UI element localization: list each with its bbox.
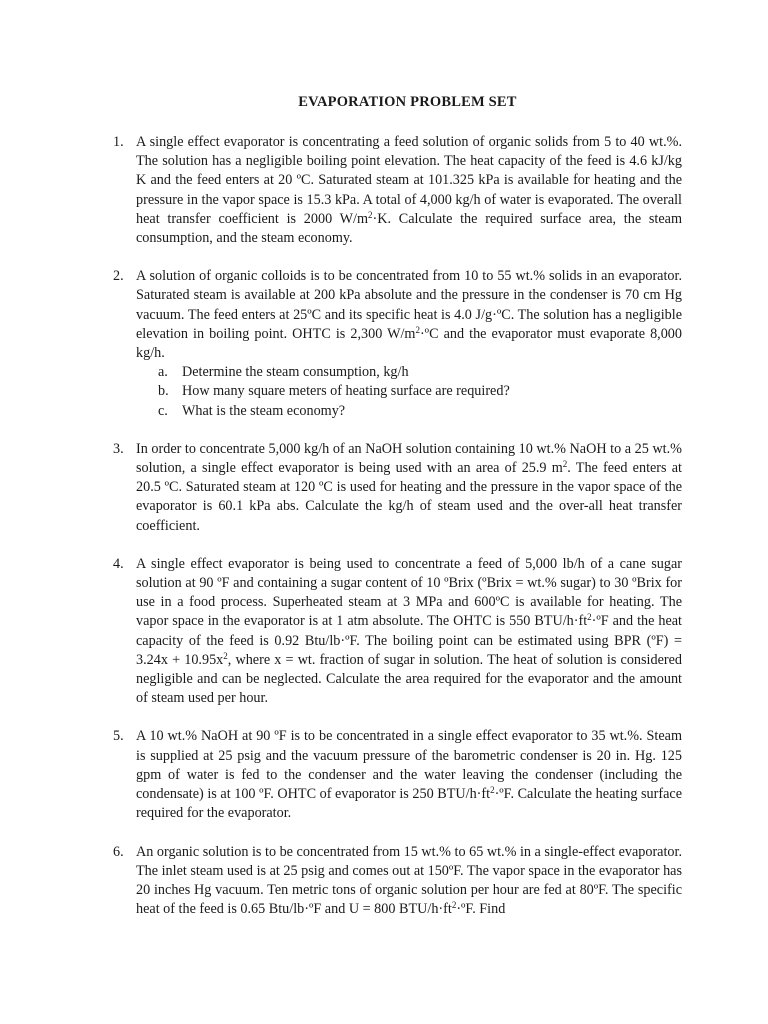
problem-text: In order to concentrate 5,000 kg/h of an NaOH solution containing 10 wt.% NaOH to a 25 wt.% solution, a single effect evaporator is being used with an area of 25.9 $m^2$. The feed enters at 20.5 ºC. Saturated steam at 120 ºC is used for heating and the pressure in the vapor space of the evaporator is 60.1 kPa abs. Calculate the kg/h of steam used and the over-all heat transfer coefficient. bbox=[136, 440, 682, 534]
problem-number: 1. bbox=[113, 134, 124, 150]
problem-4 bbox=[113, 555, 682, 709]
problem-number: 5. bbox=[113, 728, 124, 745]
document-title: EVAPORATION PROBLEM SET bbox=[298, 94, 517, 110]
problem-6 bbox=[113, 843, 682, 920]
subquestion-c: c. What is the steam economy? bbox=[158, 402, 346, 419]
subquestion-a: a. Determine the steam consumption, kg/h bbox=[158, 364, 409, 381]
problem-number: 2. bbox=[113, 268, 124, 285]
problem-number: 3. bbox=[113, 440, 124, 457]
problem-text: A single effect evaporator is being used to concentrate a feed of 5,000 lb/h of a cane sugar solution at 90 ºF and containing a sugar content of 10 ºBrix (ºBrix = wt.% sugar) to 30 ºBrix for use in a food process. Superheated steam at 3 MPa and 600ºC is available for heating. The vapor space in the evaporator is at 1 atm absolute. The OHTC is 550 BTU/$h\cdot ft^2\cdot ºF$ and the heat capacity of the feed is 0.92 Btu/lb·ºF. The boiling point can be estimated using BPR (ºF) = $3.24x + 10.95x^2$, where x = wt. fraction of sugar in solution. The heat of solution is considered negligible and can be neglected. Calculate the area required for the evaporator and the amount of steam used per hour. bbox=[136, 555, 682, 707]
problem-list bbox=[113, 133, 682, 919]
problem-1 bbox=[113, 133, 682, 248]
subquestion-list bbox=[136, 363, 682, 421]
subquestion-b: b. How many square meters of heating surface are required? bbox=[158, 383, 510, 400]
problem-3 bbox=[113, 440, 682, 536]
problem-number: 6. bbox=[113, 843, 124, 860]
problem-5 bbox=[113, 727, 682, 823]
problem-text: An organic solution is to be concentrated from 15 wt.% to 65 wt.% in a single-effect evaporator. The inlet steam used is at 25 psig and comes out at 150ºF. The vapor space in the evaporator has 20 inches Hg vacuum. Ten metric tons of organic solution per hour are fed at 80ºF. The specific heat of the feed is 0.65 Btu/lb·ºF and U = 800 BTU/$h\cdot ft^2\cdot ºF$. Find bbox=[136, 843, 682, 918]
problem-text: A 10 wt.% NaOH at 90 ºF is to be concentrated in a single effect evaporator to 35 wt.%. Steam is supplied at 25 psig and the vacuum pressure of the barometric condenser is 20 in. Hg. 125 gpm of water is fed to the condenser and the water leaving the condenser (including the condensate) is at 100 ºF. OHTC of evaporator is 250 BTU/$h\cdot ft^2\cdot ºF$. Calculate the heating surface required for the evaporator. bbox=[136, 728, 682, 822]
problem-text: A single effect evaporator is concentrating a feed solution of organic solids from 5 to 40 wt.%. The solution has a negligible boiling point elevation. The heat capacity of the feed is 4.6 kJ/kg K and the feed enters at 20 ºC. Saturated steam at 101.325 kPa is available for heating and the pressure in the vapor space is 15.3 kPa. A total of 4,000 kg/h of water is evaporated. The overall heat transfer coefficient is 2000 $W/m^2\cdot K$. Calculate the required surface area, the steam consumption, and the steam economy. bbox=[136, 134, 682, 247]
problem-text: A solution of organic colloids is to be concentrated from 10 to 55 wt.% solids in an evaporator. Saturated steam is available at 200 kPa absolute and the pressure in the condenser is 70 cm Hg vacuum. The feed enters at 25ºC and its specific heat is 4.0 J/g·ºC. The solution has a negligible elevation in boiling point. OHTC is 2,300 $W/m^2\cdot ºC$ and the evaporator must evaporate 8,000 kg/h. a. Determine the steam consumption, kg/h b. How many square meters of heating surface are required? c. What is the steam economy? bbox=[136, 267, 682, 421]
problem-2 bbox=[113, 267, 682, 421]
problem-number: 4. bbox=[113, 555, 124, 572]
